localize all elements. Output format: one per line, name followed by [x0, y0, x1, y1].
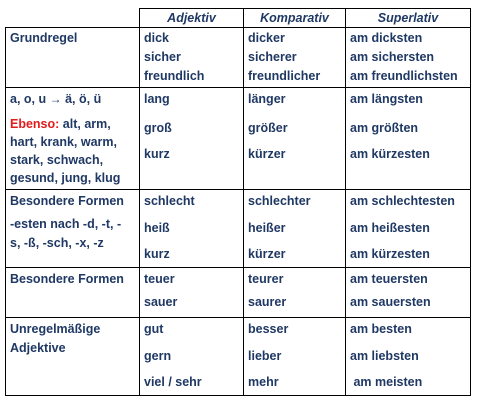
- ebenso-line: [10, 115, 139, 133]
- adjektiv-cell: [140, 268, 244, 318]
- ebenso-words: alt, arm,: [59, 117, 111, 131]
- adjektiv-word: gern: [144, 349, 172, 363]
- superlativ-word: am dicksten: [350, 31, 423, 45]
- komparativ-cell: [244, 88, 346, 190]
- row-label-line: Unregelmäßige: [10, 322, 101, 336]
- umlaut-rule: [10, 90, 139, 108]
- superlativ-word: am heißesten: [350, 221, 430, 235]
- row-label-line: Grundregel: [10, 31, 78, 45]
- superlativ-word: am kürzesten: [350, 147, 430, 161]
- superlativ-word: am größten: [350, 121, 419, 135]
- superlativ-cell: [346, 268, 471, 318]
- superlativ-cell: [346, 190, 471, 268]
- row-label-line: Adjektive: [10, 341, 66, 355]
- row-label: [6, 318, 140, 396]
- superlativ-word: am längsten: [350, 92, 423, 106]
- row-label-line: hart, krank, warm,: [10, 135, 117, 149]
- superlativ-word: am besten: [350, 322, 412, 336]
- komparativ-word: lieber: [248, 349, 282, 363]
- arrow-right-icon: →: [49, 92, 62, 106]
- adjektiv-word: gut: [144, 322, 164, 336]
- header-superlativ: Superlativ: [346, 9, 471, 28]
- komparativ-word: schlechter: [248, 194, 311, 208]
- row-label-line: Besondere Formen: [10, 194, 124, 208]
- adjektiv-word: viel / sehr: [144, 375, 202, 389]
- header-adjektiv: Adjektiv: [140, 9, 244, 28]
- row-label: [6, 190, 140, 268]
- komparativ-word: sicherer: [248, 50, 297, 64]
- komparativ-word: besser: [248, 322, 289, 336]
- table-row: [6, 268, 471, 318]
- superlativ-word: am sauersten: [350, 295, 431, 309]
- row-label-line: -esten nach -d, -t, -: [10, 217, 122, 231]
- adjektiv-word: dick: [144, 31, 170, 45]
- komparativ-word: teurer: [248, 272, 284, 286]
- superlativ-word: am freundlichsten: [350, 69, 458, 83]
- superlativ-cell: [346, 88, 471, 190]
- komparativ-word: saurer: [248, 295, 287, 309]
- adjektiv-word: sauer: [144, 295, 178, 309]
- komparativ-word: freundlicher: [248, 69, 321, 83]
- komparativ-word: länger: [248, 92, 286, 106]
- adjektiv-word: sicher: [144, 50, 181, 64]
- superlativ-word: am kürzesten: [350, 247, 430, 261]
- umlaut-result: ä, ö, ü: [65, 92, 102, 106]
- komparativ-cell: [244, 268, 346, 318]
- row-label-line: gesund, jung, klug: [10, 171, 121, 185]
- komparativ-word: heißer: [248, 221, 286, 235]
- table-row: [6, 28, 471, 88]
- adjektiv-word: kurz: [144, 247, 170, 261]
- adjektiv-cell: [140, 88, 244, 190]
- komparativ-word: kürzer: [248, 247, 286, 261]
- adjektiv-word: groß: [144, 121, 172, 135]
- adjektiv-cell: [140, 190, 244, 268]
- adjektiv-cell: [140, 318, 244, 396]
- superlativ-word: am meisten: [350, 375, 423, 389]
- komparativ-word: dicker: [248, 31, 285, 45]
- header-corner: [6, 9, 140, 28]
- adjektiv-word: schlecht: [144, 194, 195, 208]
- komparativ-word: kürzer: [248, 147, 286, 161]
- header-row: [6, 9, 471, 28]
- superlativ-cell: [346, 28, 471, 88]
- header-komparativ: Komparativ: [244, 9, 346, 28]
- komparativ-word: größer: [248, 121, 288, 135]
- table-row: [6, 88, 471, 190]
- komparativ-cell: [244, 190, 346, 268]
- row-label: [6, 268, 140, 318]
- adjektiv-word: lang: [144, 92, 170, 106]
- komparativ-cell: [244, 28, 346, 88]
- komparativ-word: mehr: [248, 375, 279, 389]
- komparativ-cell: [244, 318, 346, 396]
- row-label: [6, 88, 140, 190]
- table-row: [6, 318, 471, 396]
- adjektiv-cell: [140, 28, 244, 88]
- superlativ-word: am schlechtesten: [350, 194, 455, 208]
- adjektiv-word: kurz: [144, 147, 170, 161]
- adjektiv-word: heiß: [144, 221, 170, 235]
- umlaut-vowels: a, o, u: [10, 92, 47, 106]
- superlativ-cell: [346, 318, 471, 396]
- adjektiv-word: freundlich: [144, 69, 205, 83]
- adjektiv-word: teuer: [144, 272, 175, 286]
- comparison-table: [5, 8, 471, 396]
- row-label-line: s, -ß, -sch, -x, -z: [10, 236, 104, 250]
- superlativ-word: am teuersten: [350, 272, 428, 286]
- ebenso-label: Ebenso:: [10, 117, 60, 131]
- row-label-line: stark, schwach,: [10, 153, 104, 167]
- superlativ-word: am sichersten: [350, 50, 435, 64]
- table-row: [6, 190, 471, 268]
- row-label-line: Besondere Formen: [10, 272, 124, 286]
- row-label: [6, 28, 140, 88]
- superlativ-word: am liebsten: [350, 349, 419, 363]
